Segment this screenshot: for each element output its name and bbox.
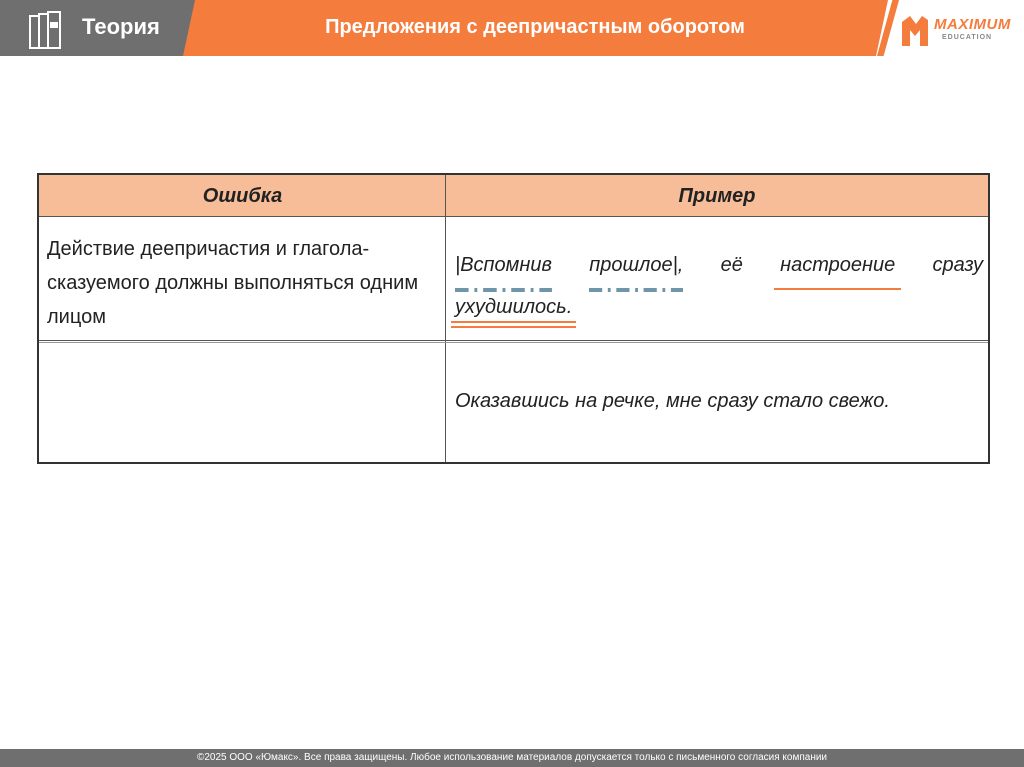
footer-bar — [0, 749, 1024, 767]
example-line2 — [455, 286, 983, 328]
predicate-double-underline — [451, 321, 576, 328]
logo-text: MAXIMUM — [934, 16, 1011, 33]
logo-subtext: EDUCATION — [942, 34, 993, 41]
subject-underline — [774, 288, 901, 290]
example-line1 — [455, 244, 983, 286]
column-header-example: Пример — [678, 185, 756, 207]
example-word-subject: настроение — [780, 244, 895, 286]
example-cell-row1 — [455, 244, 983, 328]
example-cell-row2: Оказавшись на речке, мне сразу стало свежо. — [455, 390, 890, 412]
rules-table — [37, 173, 990, 464]
error-cell-row1: Действие деепричастия и глагола-сказуемого должны выполняться одним лицом — [47, 238, 419, 328]
table-header-row — [39, 175, 988, 217]
header-bar — [0, 0, 1024, 56]
example-word-participle-2: прошлое|, — [589, 244, 683, 286]
example-word-immediately: сразу — [932, 254, 983, 276]
books-icon — [26, 8, 68, 52]
slide-title: Предложения с деепричастным оборотом — [325, 16, 745, 38]
logo-mark-icon — [898, 12, 932, 48]
dashdot-underline-2 — [589, 288, 683, 292]
row-divider-secondary — [39, 342, 988, 343]
column-divider — [445, 175, 446, 462]
column-header-error: Ошибка — [202, 185, 283, 207]
dashdot-underline — [455, 288, 552, 292]
row-divider — [39, 340, 988, 341]
footer-copyright: ©2025 ООО «Юмакс». Все права защищены. Любое использование материалов допускается только с письменного согласия компании — [196, 752, 828, 763]
maximum-logo — [898, 10, 1022, 50]
example-word-participle: |Вспомнив — [455, 244, 552, 286]
example-word-her: её — [720, 254, 743, 276]
section-label: Теория — [82, 14, 160, 39]
example-word-predicate: ухудшилось. — [455, 296, 572, 318]
